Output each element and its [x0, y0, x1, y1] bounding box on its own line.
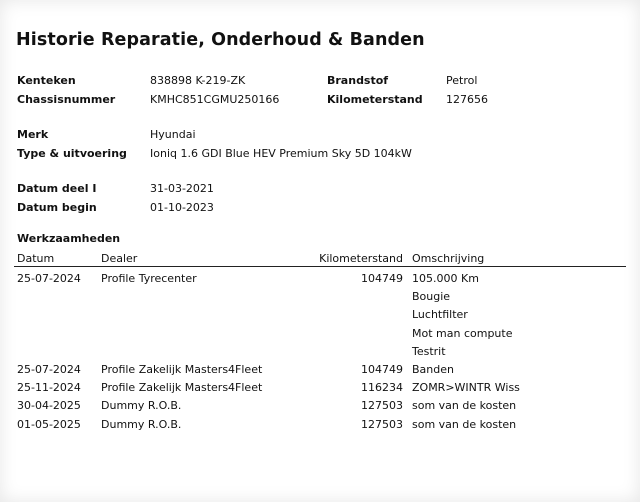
cell-kilometerstand: 127503: [361, 399, 403, 412]
datum-deel1-label: Datum deel I: [17, 182, 97, 195]
table-header-divider: [14, 266, 626, 267]
cell-omschrijving: Banden: [412, 363, 454, 376]
cell-omschrijving: Bougie: [412, 290, 451, 303]
cell-omschrijving: som van de kosten: [412, 418, 517, 431]
column-header-datum: Datum: [17, 252, 55, 265]
merk-label: Merk: [17, 128, 49, 141]
brandstof-label: Brandstof: [327, 74, 389, 87]
cell-omschrijving: ZOMR>WINTR Wiss: [412, 381, 520, 394]
column-header-dealer: Dealer: [101, 252, 138, 265]
cell-omschrijving: Testrit: [412, 345, 446, 358]
cell-dealer: Dummy R.O.B.: [101, 399, 182, 412]
cell-omschrijving: som van de kosten: [412, 399, 517, 412]
cell-datum: 25-07-2024: [17, 272, 81, 285]
cell-datum: 25-11-2024: [17, 381, 81, 394]
datum-begin-label: Datum begin: [17, 201, 97, 214]
cell-dealer: Dummy R.O.B.: [101, 418, 182, 431]
merk-value: Hyundai: [150, 128, 196, 141]
cell-dealer: Profile Tyrecenter: [101, 272, 197, 285]
cell-datum: 30-04-2025: [17, 399, 81, 412]
kilometerstand-value: 127656: [446, 93, 488, 106]
datum-begin-value: 01-10-2023: [150, 201, 214, 214]
cell-omschrijving: Mot man compute: [412, 327, 513, 340]
cell-kilometerstand: 104749: [361, 363, 403, 376]
cell-kilometerstand: 104749: [361, 272, 403, 285]
brandstof-value: Petrol: [446, 74, 478, 87]
cell-kilometerstand: 127503: [361, 418, 403, 431]
chassisnummer-value: KMHC851CGMU250166: [150, 93, 280, 106]
cell-dealer: Profile Zakelijk Masters4Fleet: [101, 381, 263, 394]
chassisnummer-label: Chassisnummer: [17, 93, 116, 106]
datum-deel1-value: 31-03-2021: [150, 182, 214, 195]
werkzaamheden-heading: Werkzaamheden: [17, 232, 121, 245]
page-title: Historie Reparatie, Onderhoud & Banden: [16, 30, 425, 50]
cell-datum: 25-07-2024: [17, 363, 81, 376]
column-header-kilometerstand: Kilometerstand: [319, 252, 403, 265]
kilometerstand-label: Kilometerstand: [327, 93, 423, 106]
type-label: Type & uitvoering: [17, 147, 127, 160]
cell-omschrijving: Luchtfilter: [412, 308, 468, 321]
kenteken-value: 838898 K-219-ZK: [150, 74, 246, 87]
cell-omschrijving: 105.000 Km: [412, 272, 479, 285]
column-header-omschrijving: Omschrijving: [412, 252, 485, 265]
type-value: Ioniq 1.6 GDI Blue HEV Premium Sky 5D 104kW: [150, 147, 412, 160]
kenteken-label: Kenteken: [17, 74, 76, 87]
cell-dealer: Profile Zakelijk Masters4Fleet: [101, 363, 263, 376]
cell-datum: 01-05-2025: [17, 418, 81, 431]
cell-kilometerstand: 116234: [361, 381, 403, 394]
